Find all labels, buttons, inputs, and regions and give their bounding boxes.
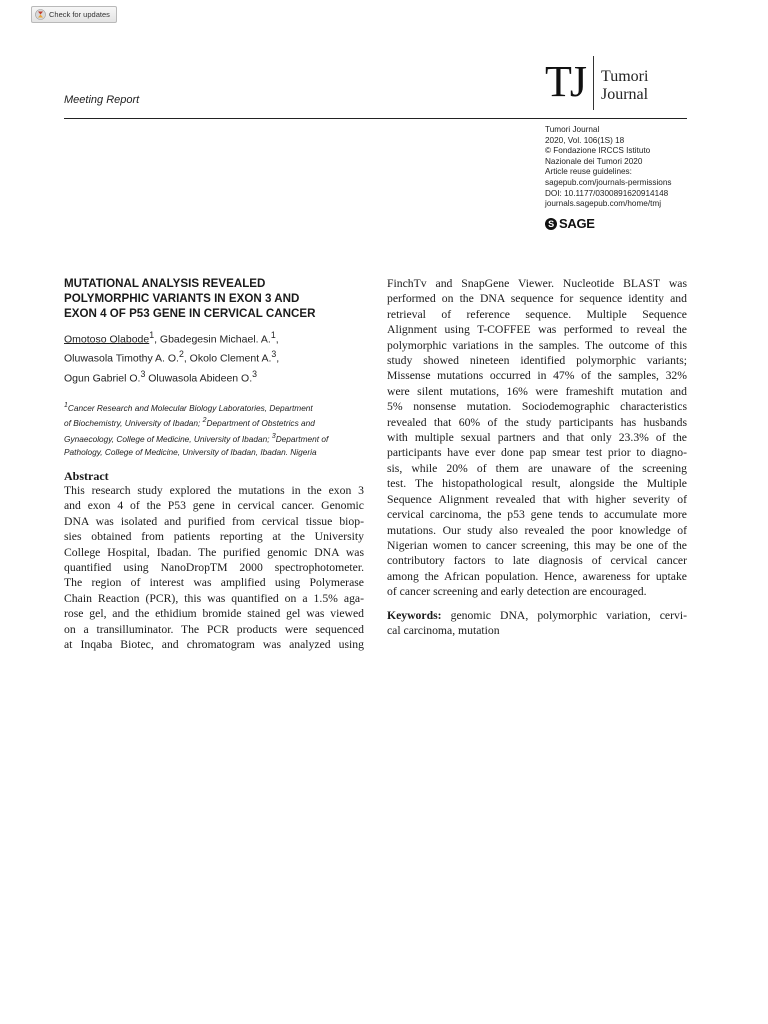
abstract-left-line: and exon 4 of the P53 gene in cervical cancer. Genomic [64, 499, 364, 513]
author-5: Ogun Gabriel O. [64, 372, 141, 385]
pub-volume: 2020, Vol. 106(1S) 18 [545, 135, 625, 145]
abstract-text-right [387, 276, 687, 600]
affiliation-3-text: Department of [275, 434, 329, 445]
keywords-block [387, 608, 687, 639]
abstract-right-line: participants have ever done pap smear test prior to diagno- [387, 446, 687, 460]
right-column [387, 276, 687, 638]
author-2-sup: 1 [270, 329, 276, 340]
crossmark-icon [35, 9, 46, 20]
author-line-2 [64, 347, 364, 367]
affiliation-line-2 [64, 414, 364, 430]
abstract-left-line: The region of interest was amplified using Polymerase [64, 576, 364, 590]
author-2-sep: , [275, 333, 279, 346]
abstract-right-line: Alignment using T-COFFEE was performed to reveal the [387, 323, 687, 337]
abstract-left-line: quantified using NanoDropTM 2000 spectrophotometer. [64, 561, 364, 575]
affiliation-1-text-cont: of Biochemistry, University of Ibadan; [64, 418, 203, 429]
keywords-label: Keywords: [387, 608, 442, 622]
author-4-sep: , [276, 352, 280, 365]
header-rule [64, 118, 687, 119]
abstract-right-line: cervical carcinoma, the p53 gene tends to accumulate more [387, 508, 687, 522]
abstract-right-line: with multiple sexual partners and that only 23.3% of the [387, 431, 687, 445]
pub-copyright-1: © Fondazione IRCCS Istituto [545, 146, 651, 156]
pub-home-link[interactable]: journals.sagepub.com/home/tmj [545, 199, 662, 209]
check-for-updates-label: Check for updates [49, 10, 110, 19]
abstract-right-line: were silent mutations, 16% were frameshift mutation and [387, 384, 687, 398]
journal-name-line-2: Journal [601, 86, 649, 103]
affiliation-2-sup: 2 [202, 417, 207, 425]
logo-divider [593, 56, 594, 110]
abstract-right-line: study showed nineteen identified polymorphic variants; [387, 354, 687, 368]
section-label: Meeting Report [64, 94, 140, 106]
abstract-left-line: This research study explored the mutations in the exon 3 [64, 484, 364, 498]
author-line-3 [64, 367, 364, 387]
article-title [64, 276, 364, 322]
pub-doi-link[interactable]: DOI: 10.1177/0300891620914148 [545, 188, 669, 198]
abstract-right-line: performed on the DNA sequence for sequence identity and [387, 292, 687, 306]
abstract-left-line: DNA was isolated and purified from cervical tissue biop- [64, 514, 364, 528]
keywords-line-2: cal carcinoma, mutation [387, 623, 500, 637]
abstract-right-line: test. The histopathological result, alongside the Multiple [387, 477, 687, 491]
publication-info [545, 125, 695, 210]
affiliation-line-1 [64, 399, 364, 415]
author-1-sup: 1 [149, 329, 155, 340]
affiliation-line-3 [64, 430, 364, 446]
abstract-text-left [64, 483, 364, 652]
affiliations [64, 399, 364, 459]
abstract-right-line: FinchTv and SnapGene Viewer. Nucleotide BLAST was [387, 277, 687, 290]
abstract-right-line: of cancer screening and early detection are encouraged. [387, 585, 647, 599]
journal-logo: TJ [545, 57, 585, 106]
pub-copyright-2: Nazionale dei Tumori 2020 [545, 156, 643, 166]
author-2: , Gbadegesin Michael. A. [154, 333, 271, 346]
abstract-right-line: mutations. Our study also revealed the poor knowledge of [387, 523, 687, 537]
abstract-left-line: College Hospital, Ibadan. The purified genomic DNA was [64, 545, 364, 559]
author-3: Oluwasola Timothy A. O. [64, 352, 179, 365]
abstract-heading: Abstract [64, 469, 109, 484]
keywords-line-1 [387, 608, 687, 623]
left-column [64, 276, 364, 652]
author-line-1 [64, 328, 364, 348]
abstract-right-line: polymorphic variations in the samples. The outcome of this [387, 338, 687, 352]
abstract-right-line: retrieval of reference sequence. Multiple Sequence [387, 307, 687, 321]
journal-name-line-1: Tumori [601, 68, 649, 85]
author-6-sup: 3 [252, 369, 258, 380]
abstract-right-line: Sequence Alignment revealed that with higher severity of [387, 492, 687, 506]
author-4-sup: 3 [271, 349, 277, 360]
pub-journal: Tumori Journal [545, 125, 600, 134]
abstract-right-line: Missense mutations occurred in 47% of the samples, 32% [387, 369, 687, 383]
affiliation-1-sup: 1 [64, 401, 68, 409]
abstract-left-line: rose gel, and the ethidium bromide stained gel was viewed [64, 607, 364, 621]
abstract-right-line: among the African population. Hence, awareness for uptake [387, 569, 687, 583]
abstract-right-line: Nigerian women to cancer screening, this may be one of the [387, 538, 687, 552]
pub-reuse-label: Article reuse guidelines: [545, 167, 632, 177]
affiliation-1-text: Cancer Research and Molecular Biology Laboratories, Department [67, 402, 313, 413]
affiliation-2-text: Department of Obstetrics and [206, 418, 315, 429]
abstract-right-line: 5% nonsense mutation. Sociodemographic characteristics [387, 400, 687, 414]
abstract-right-line: contributory factors to late diagnosis of cervical cancer [387, 554, 687, 568]
abstract-right-line: revealed that 60% of the study participants has husbands [387, 415, 687, 429]
author-list [64, 328, 364, 387]
author-5-sup: 3 [140, 369, 146, 380]
abstract-left-line: on a transilluminator. The PCR products were sequenced [64, 622, 364, 636]
keywords-text-1: genomic DNA, polymorphic variation, cervi- [441, 608, 687, 622]
abstract-left-line: sies obtained from patients reporting at the University [64, 530, 364, 544]
affiliation-2-text-cont: Gynaecology, College of Medicine, University of Ibadan; [64, 434, 272, 445]
sage-logo-text: SAGE [559, 216, 595, 231]
affiliation-3-sup: 3 [271, 433, 276, 441]
keywords [387, 608, 687, 639]
pub-permissions-link[interactable]: sagepub.com/journals-permissions [545, 177, 672, 187]
author-6: Oluwasola Abideen O. [145, 372, 253, 385]
abstract-left-line: at Inqaba Biotec, and chromatogram was analyzed using [64, 638, 364, 652]
title-line-1: MUTATIONAL ANALYSIS REVEALED [64, 277, 266, 290]
author-4: , Okolo Clement A. [183, 352, 272, 365]
journal-name [601, 68, 648, 104]
affiliation-line-4 [64, 446, 364, 459]
check-for-updates-button[interactable] [31, 6, 117, 23]
abstract-left-line: Chain Reaction (PCR), this was quantified on a 1.5% aga- [64, 591, 364, 605]
author-3-sup: 2 [178, 349, 184, 360]
title-line-3: EXON 4 OF P53 GENE IN CERVICAL CANCER [64, 307, 316, 321]
title-line-2: POLYMORPHIC VARIANTS IN EXON 3 AND [64, 292, 300, 306]
affiliation-3-text-cont: Pathology, College of Medicine, University of Ibadan, Ibadan. Nigeria [64, 447, 317, 458]
sage-logo [545, 216, 595, 231]
abstract-right-line: sis, while 20% of them are unaware of the screening [387, 461, 687, 475]
sage-s-icon: S [545, 218, 557, 230]
author-1[interactable]: Omotoso Olabode [64, 333, 150, 346]
